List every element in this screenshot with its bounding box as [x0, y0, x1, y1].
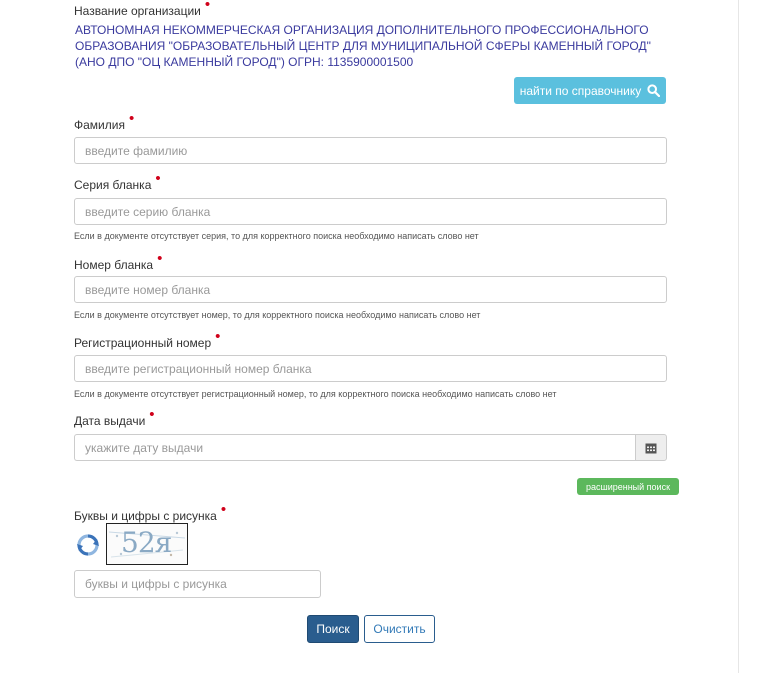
required-mark: • [155, 170, 161, 187]
series-help-text: Если в документе отсутствует серия, то для корректного поиска необходимо написать слово нет [74, 231, 479, 241]
organization-value: АВТОНОМНАЯ НЕКОММЕРЧЕСКАЯ ОРГАНИЗАЦИЯ ДОПОЛНИТЕЛЬНОГО ПРОФЕССИОНАЛЬНОГО ОБРАЗОВАНИЯ "ОБРАЗОВАТЕЛЬНЫЙ ЦЕНТР ДЛЯ МУНИЦИПАЛЬНОЙ СФЕРЫ КАМЕННЫЙ ГОРОД" (АНО ДПО "ОЦ КАМЕННЫЙ ГОРОД") ОГРН: 1135900001500 [75, 23, 651, 69]
page-border [738, 0, 739, 673]
number-input[interactable] [74, 276, 667, 303]
captcha-input[interactable] [74, 570, 321, 598]
clear-button[interactable]: Очистить [364, 615, 435, 643]
reg-number-label: Регистрационный номер • [74, 328, 221, 350]
issue-date-input[interactable] [74, 434, 635, 461]
captcha-text: 52я [121, 526, 172, 559]
surname-label: Фамилия • [74, 110, 135, 132]
series-input[interactable] [74, 198, 667, 225]
required-mark: • [215, 328, 221, 345]
lookup-directory-button[interactable] [514, 77, 666, 104]
issue-date-label: Дата выдачи • [74, 406, 155, 428]
number-label: Номер бланка • [74, 250, 163, 272]
required-mark: • [204, 0, 211, 13]
search-icon [647, 84, 660, 97]
search-button[interactable]: Поиск [307, 615, 359, 643]
reg-number-input[interactable] [74, 355, 667, 382]
calendar-icon [645, 442, 657, 454]
captcha-label: Буквы и цифры с рисунка • [74, 501, 227, 523]
lookup-button-label: найти по справочнику [519, 83, 642, 98]
issue-date-group [74, 434, 667, 461]
organization-label: Название организации • [74, 4, 210, 18]
reg-number-help-text: Если в документе отсутствует регистрационный номер, то для корректного поиска необходимо написать слово нет [74, 389, 557, 399]
advanced-search-button[interactable]: расширенный поиск [577, 478, 679, 495]
captcha-image [106, 523, 188, 565]
required-mark: • [128, 110, 135, 127]
required-mark: • [149, 406, 155, 423]
surname-input[interactable] [74, 137, 667, 164]
required-mark: • [157, 250, 163, 267]
refresh-icon[interactable] [76, 533, 100, 557]
number-help-text: Если в документе отсутствует номер, то для корректного поиска необходимо написать слово нет [74, 310, 481, 320]
calendar-button[interactable] [635, 434, 667, 461]
required-mark: • [220, 501, 227, 518]
series-label: Серия бланка • [74, 170, 161, 192]
